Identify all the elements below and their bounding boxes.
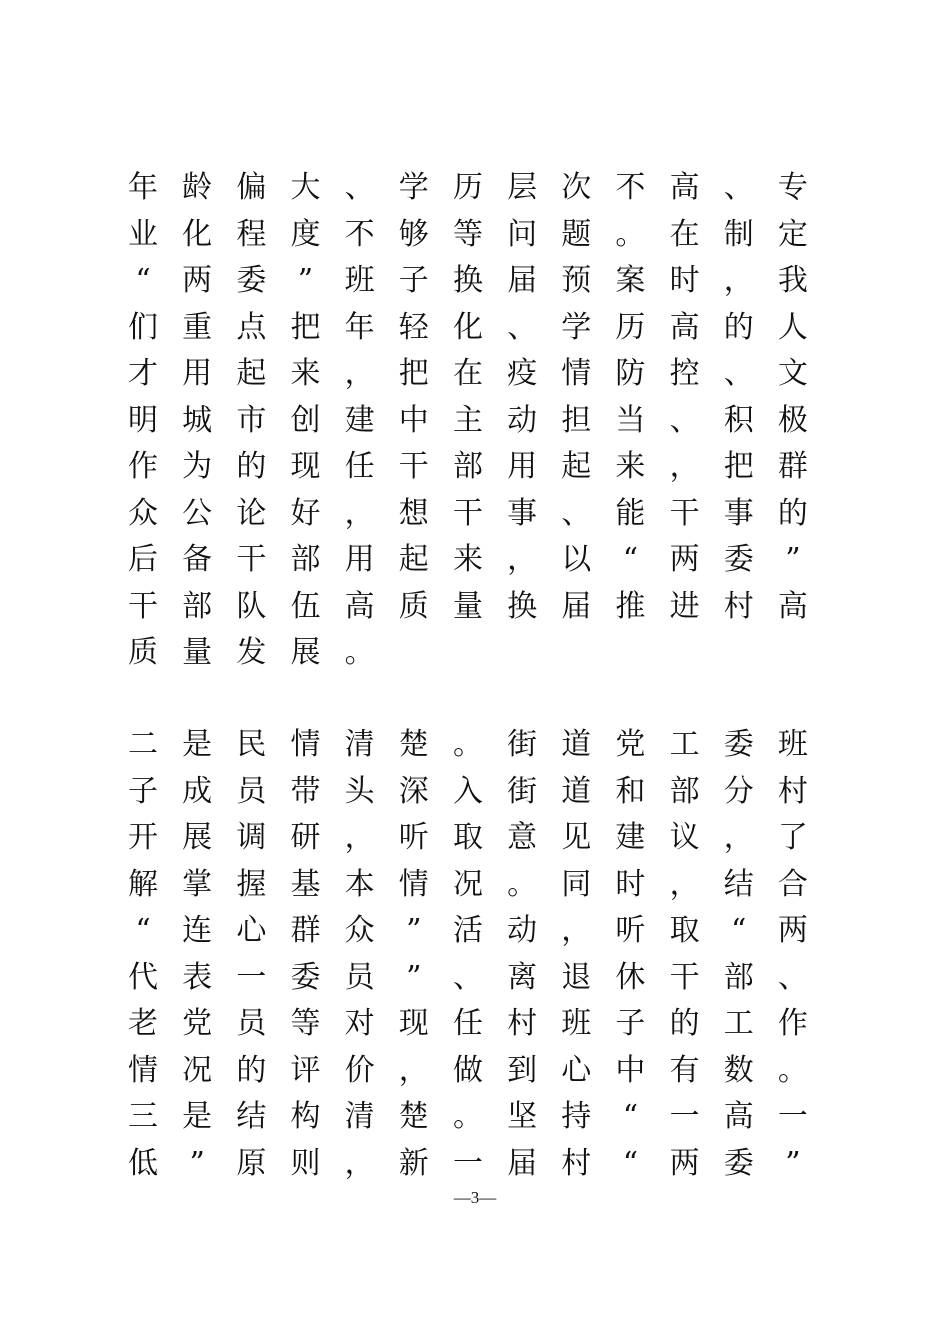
text-line: 子 成 员 带 头 深 入 街 道 和 部 分 村 xyxy=(128,773,808,809)
text-line: 三 是 结 构 清 楚 。 坚 持 “ 一 高 一 xyxy=(128,1099,808,1134)
text-line: 代 表 一 委 员 ” 、 离 退 休 干 部 、 xyxy=(128,959,808,995)
text-line: “ 连 心 群 众 ” 活 动 ， 听 取 “ 两 xyxy=(135,913,808,948)
paragraph-2 xyxy=(128,722,808,1187)
text-line: “ 两 委 ” 班 子 换 届 预 案 时 ， 我 xyxy=(135,263,808,298)
text-line: 众 公 论 好 ， 想 干 事 、 能 干 事 的 xyxy=(128,495,808,531)
text-line: 作 为 的 现 任 干 部 用 起 来 ， 把 群 xyxy=(128,449,808,484)
text-line: 情 况 的 评 价 ， 做 到 心 中 有 数 。 xyxy=(128,1052,808,1088)
text-line: 们 重 点 把 年 轻 化 、 学 历 高 的 人 xyxy=(128,309,808,345)
text-line: 年 龄 偏 大 、 学 历 层 次 不 高 、 专 xyxy=(128,170,808,205)
paragraph-1 xyxy=(128,165,808,677)
text-line: 明 城 市 创 建 中 主 动 担 当 、 积 极 xyxy=(128,402,808,438)
text-line: 低 ” 原 则 ， 新 一 届 村 “ 两 委 ” xyxy=(128,1145,801,1181)
page-number: —3— xyxy=(453,1188,497,1207)
text-line: 业 化 程 度 不 够 等 问 题 。 在 制 定 xyxy=(128,216,808,252)
text-line: 开 展 调 研 ， 听 取 意 见 建 议 ， 了 xyxy=(128,820,808,855)
text-line: 干 部 队 伍 高 质 量 换 届 推 进 村 高 xyxy=(128,588,808,624)
text-line: 才 用 起 来 ， 把 在 疫 情 防 控 、 文 xyxy=(128,356,808,391)
text-line: 解 掌 握 基 本 情 况 。 同 时 ， 结 合 xyxy=(128,866,808,902)
text-line: 二 是 民 情 清 楚 。 街 道 党 工 委 班 xyxy=(128,727,808,762)
text-line: 老 党 员 等 对 现 任 村 班 子 的 工 作 xyxy=(128,1006,808,1041)
text-line: 质 量 发 展 。 xyxy=(128,635,375,670)
text-line: 后 备 干 部 用 起 来 ， 以 “ 两 委 ” xyxy=(128,542,801,577)
